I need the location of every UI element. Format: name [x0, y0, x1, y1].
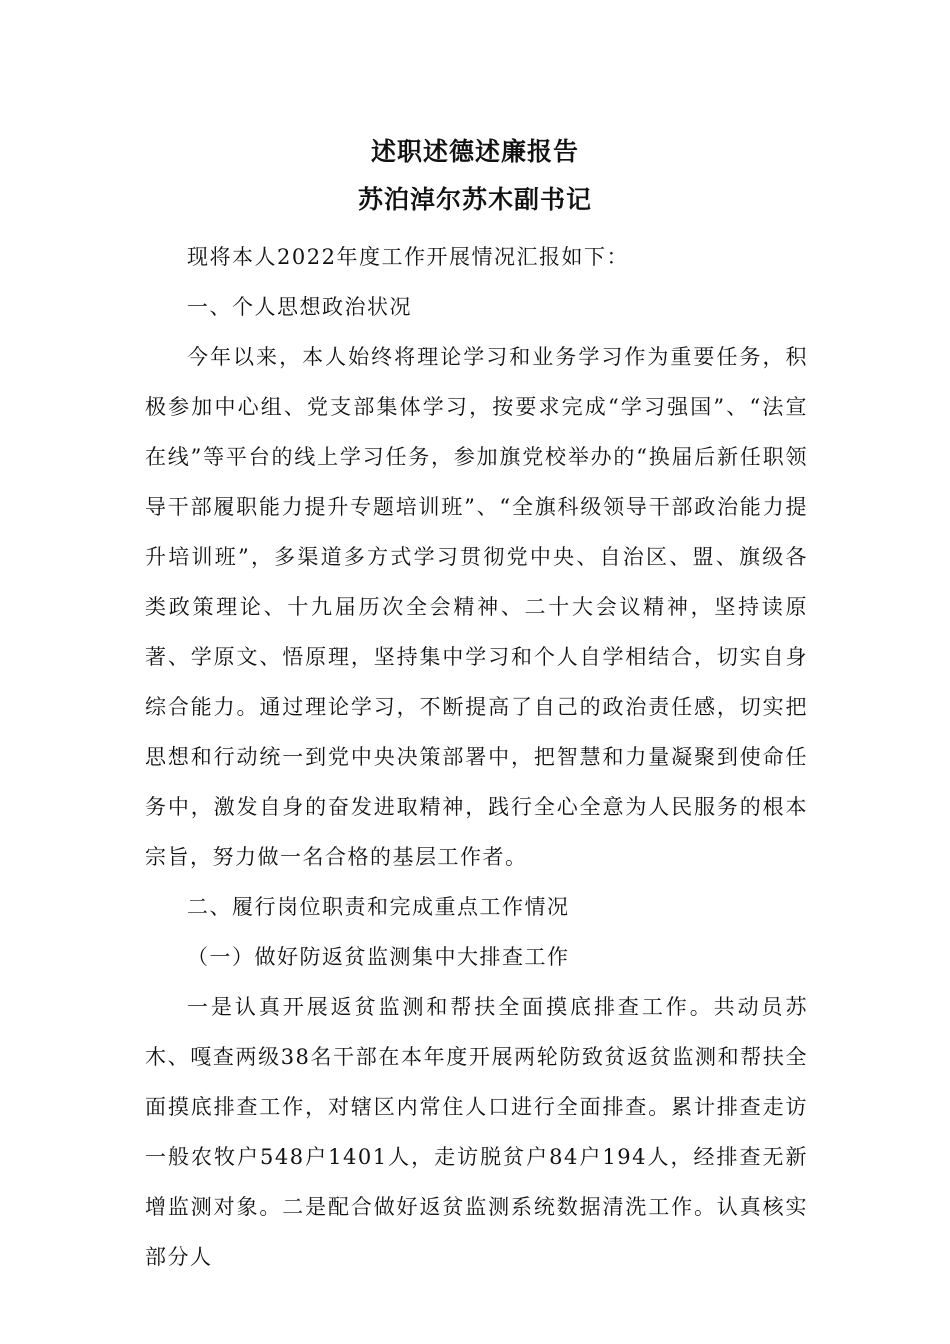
- subsection-heading-1: （一）做好防返贫监测集中大排查工作: [187, 945, 570, 969]
- body-paragraph: 今年以来，本人始终将理论学习和业务学习作为重要任务，积极参加中心组、党支部集体学习，按要求完成“学习强国”、“法宣在线”等平台的线上学习任务，参加旗党校举办的“换届后新任职领导干部履职能力提升专题培训班”、“全旗科级领导干部政治能力提升培训班”，多渠道多方式学习贯彻党中央、自治区、盟、旗级各类政策理论、十九届历次全会精神、二十大会议精神，坚持读原著、学原文、悟原理，坚持集中学习和个人自学相结合，切实自身综合能力。通过理论学习，不断提高了自己的政治责任感，切实把思想和行动统一到党中央决策部署中，把智慧和力量凝聚到使命任务中，激发自身的奋发进取精神，践行全心全意为人民服务的根本宗旨，努力做一名合格的基层工作者。: [145, 345, 808, 869]
- document-title: 述职述德述廉报告: [370, 137, 579, 166]
- section-heading-1: 一、个人思想政治状况: [187, 295, 412, 319]
- document-body: [145, 232, 808, 1282]
- document-subtitle: 苏泊淖尔苏木副书记: [357, 185, 592, 214]
- intro-paragraph: 现将本人2022年度工作开展情况汇报如下：: [187, 245, 629, 269]
- body-paragraph: 一是认真开展返贫监测和帮扶全面摸底排查工作。共动员苏木、嘎查两级38名干部在本年度开展两轮防致贫返贫监测和帮扶全面摸底排查工作，对辖区内常住人口进行全面排查。累计排查走访一般农牧户548户1401人，走访脱贫户84户194人，经排查无新增监测对象。二是配合做好返贫监测系统数据清洗工作。认真核实部分人: [145, 995, 808, 1269]
- section-heading-2: 二、履行岗位职责和完成重点工作情况: [187, 895, 570, 919]
